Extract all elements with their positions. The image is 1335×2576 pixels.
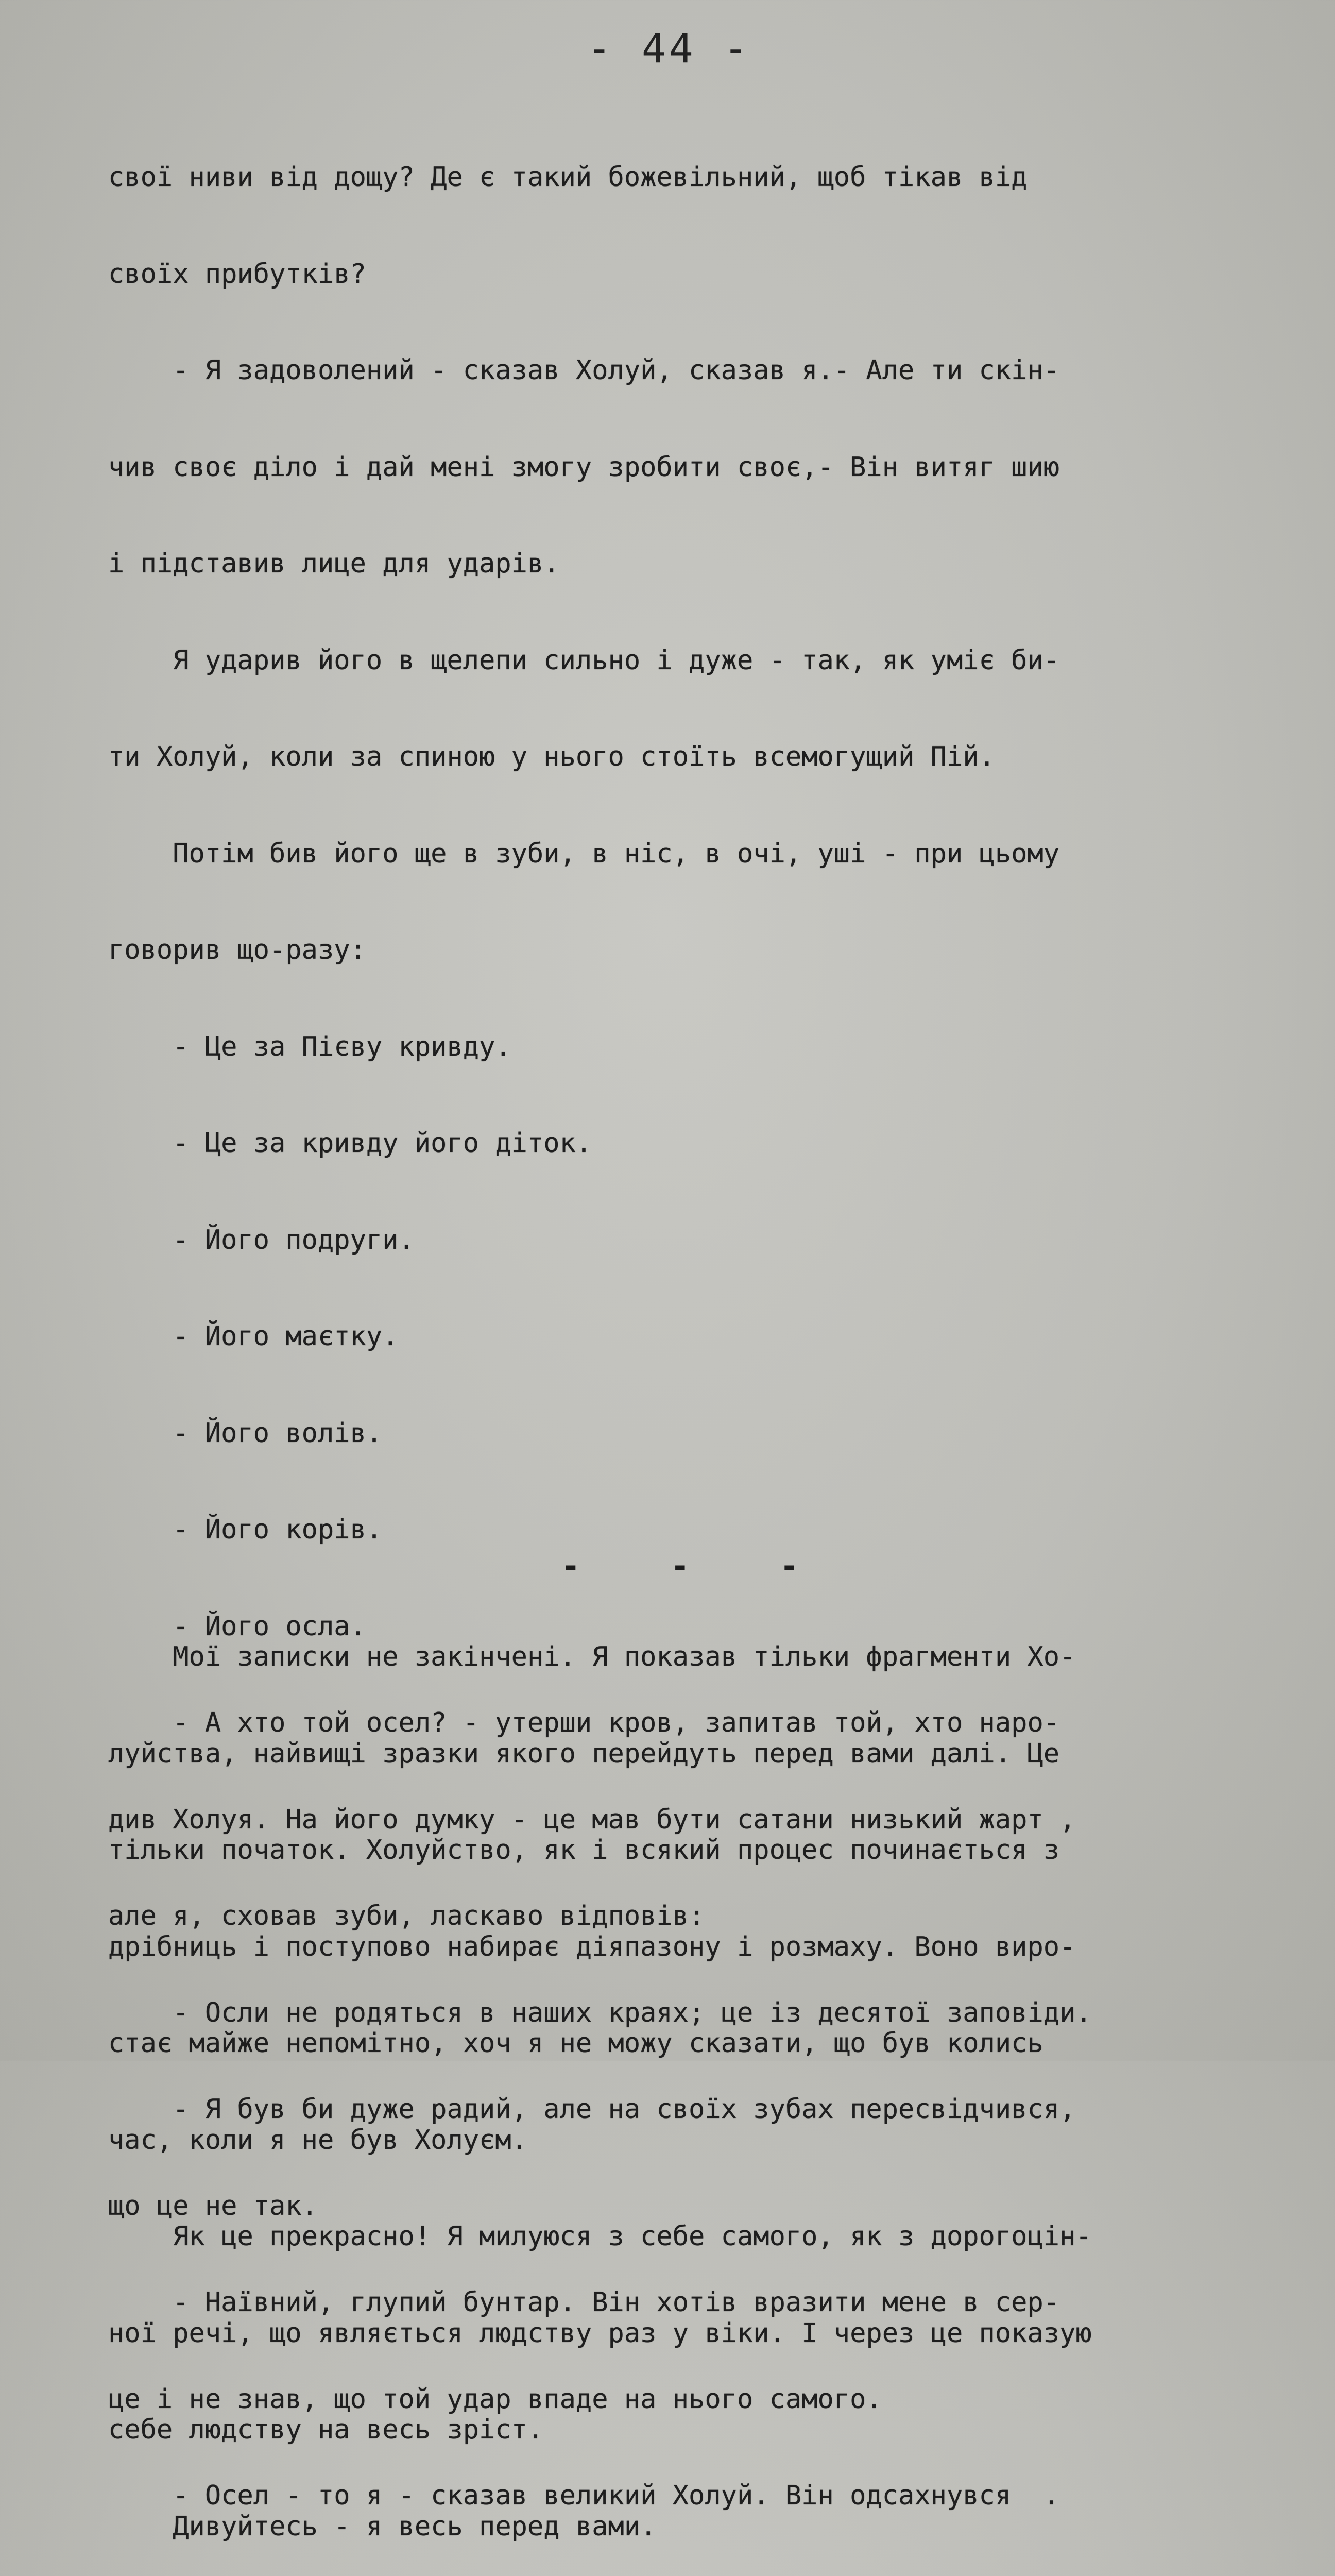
text-line: див Холуя. На його думку - це мав бути сатани низький жарт , <box>108 1804 1076 1835</box>
text-line: стає майже непомітно, хоч я не можу сказати, що був колись <box>108 2028 1043 2059</box>
text-line: себе людству на весь зріст. <box>108 2414 544 2445</box>
text-line: - Осли не родяться в наших краях; це із десятої заповіди. <box>108 1997 1092 2028</box>
page-number: - 44 - <box>587 26 751 72</box>
text-line: Мої записки не закінчені. Я показав тільки фрагменти Хо- <box>108 1641 1076 1672</box>
text-line: - Його маєтку. <box>108 1321 399 1352</box>
text-line: - Я був би дуже радий, але на своїх зубах пересвідчився, <box>108 2094 1076 2125</box>
text-line: Потім бив його ще в зуби, в ніс, в очі, уші - при цьому <box>108 838 1060 869</box>
text-line: - Це за Пієву кривду. <box>108 1031 511 1062</box>
text-line: - Це за кривду його діток. <box>108 1128 592 1159</box>
text-line: луйства, найвищі зразки якого перейдуть перед вами далі. Це <box>108 1738 1060 1769</box>
text-line: дрібниць і поступово набирає діяпазону і розмаху. Воно виро- <box>108 1931 1076 1962</box>
text-line: чив своє діло і дай мені змогу зробити своє,- Він витяг шию <box>108 451 1060 483</box>
text-line: Я ударив його в щелепи сильно і дуже - так, як уміє би- <box>108 645 1060 676</box>
text-line: - Я задоволений - сказав Холуй, сказав я.- Але ти скін- <box>108 355 1060 386</box>
text-line: говорив що-разу: <box>108 935 366 965</box>
text-line: - Його осла. <box>108 1611 366 1642</box>
section-break: - - - <box>561 1548 835 1584</box>
text-line: але я, сховав зуби, ласкаво відповів: <box>108 1901 705 1931</box>
text-line: Дивуйтесь - я весь перед вами. <box>108 2511 657 2542</box>
text-line: свої ниви від дощу? Де є такий божевільний, щоб тікав від <box>108 162 1028 193</box>
text-line: що це не так. <box>108 2190 318 2222</box>
text-line: - Наївний, глупий бунтар. Він хотів вразити мене в сер- <box>108 2287 1060 2318</box>
text-line: - Його подруги. <box>108 1224 415 1256</box>
text-line: це і не знав, що той удар впаде на нього самого. <box>108 2383 882 2415</box>
text-line: - А хто той осел? - утерши кров, запитав той, хто наро- <box>108 1707 1060 1738</box>
text-line: - Його корів. <box>108 1514 383 1545</box>
text-line: своїх прибутків? <box>108 258 366 290</box>
text-line: - Осел - то я - сказав великий Холуй. Він одсахнувся . <box>108 2480 1060 2511</box>
text-line: тільки початок. Холуйство, як і всякий процес починається з <box>108 1835 1060 1866</box>
text-line: ти Холуй, коли за спиною у нього стоїть всемогущий Пій. <box>108 741 995 772</box>
text-line: і підставив лице для ударів. <box>108 548 560 579</box>
text-line: ної речі, що являється людству раз у віки. І через це показую <box>108 2317 1092 2349</box>
text-line: Як це прекрасно! Я милуюся з себе самого, як з дорогоцін- <box>108 2221 1092 2252</box>
typed-text-closing <box>108 1577 1262 2576</box>
text-line: час, коли я не був Холуєм. <box>108 2124 527 2156</box>
text-line: - Його волів. <box>108 1417 383 1449</box>
